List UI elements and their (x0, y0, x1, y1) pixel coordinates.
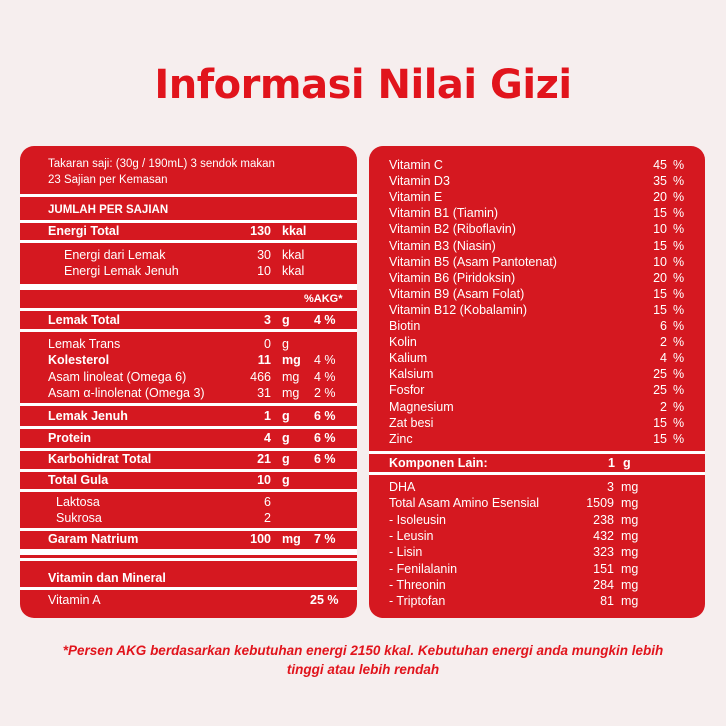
vitamin-value: 15 (653, 431, 667, 446)
nutrient-value: 10 (257, 473, 271, 487)
vitamin-value: 10 (653, 222, 667, 237)
divider (20, 284, 357, 290)
component-label: - Fenilalanin (389, 561, 458, 576)
nutrient-label: Laktosa (56, 495, 100, 509)
vitamin-row (369, 334, 705, 350)
vitamin-value: 15 (653, 286, 667, 301)
component-unit: mg (621, 545, 639, 560)
vitamin-row (369, 350, 705, 366)
component-value: 151 (593, 561, 614, 576)
component-label: Total Asam Amino Esensial (389, 496, 540, 511)
nutrient-value: 4 (264, 431, 271, 445)
other-components-unit: g (623, 456, 631, 470)
component-label: - Isoleusin (389, 512, 446, 527)
nutrition-facts-right-panel (369, 146, 705, 618)
vitamin-mineral-heading: Vitamin dan Mineral (48, 571, 166, 585)
vitamin-value: 25 (653, 367, 667, 382)
nutrient-value: 10 (257, 264, 271, 278)
servings-per-package-text: 23 Sajian per Kemasan (48, 174, 168, 186)
vitamin-value: 45 (653, 158, 667, 172)
divider (20, 240, 357, 243)
nutrient-label: Energi Lemak Jenuh (64, 264, 179, 278)
component-row (369, 593, 705, 609)
vitamin-row (369, 431, 705, 447)
nutrient-value: 11 (257, 353, 271, 367)
nutrient-akg: 6 % (314, 452, 336, 466)
component-row (369, 479, 705, 495)
vitamin-percent: % (673, 351, 685, 366)
nutrient-unit: g (282, 473, 290, 487)
component-unit: mg (621, 577, 639, 592)
component-unit: mg (621, 496, 639, 511)
vitamin-label: Kalsium (389, 367, 434, 382)
nutrient-akg: 2 % (314, 386, 336, 400)
nutrient-akg: 25 % (310, 593, 339, 607)
divider (20, 549, 357, 555)
component-label: DHA (389, 480, 416, 494)
vitamin-value: 15 (653, 206, 667, 221)
vitamin-value: 35 (653, 174, 667, 189)
component-label: - Threonin (389, 577, 446, 592)
vitamin-label: Vitamin B6 (Piridoksin) (389, 270, 516, 285)
vitamin-label: Vitamin B5 (Asam Pantotenat) (389, 254, 557, 269)
vitamin-label: Vitamin C (389, 158, 443, 172)
divider (20, 194, 357, 197)
vitamin-row (369, 302, 705, 318)
component-row (369, 512, 705, 528)
nutrient-label: Karbohidrat Total (48, 452, 152, 466)
nutrient-unit: kkal (282, 224, 307, 238)
divider (20, 558, 357, 561)
divider (20, 489, 357, 492)
vitamin-row (369, 157, 705, 173)
component-label: - Triptofan (389, 594, 446, 609)
nutrient-akg: 6 % (314, 431, 336, 445)
component-row (369, 561, 705, 577)
divider (20, 587, 357, 590)
vitamin-row (369, 254, 705, 270)
nutrient-akg: 4 % (314, 353, 336, 367)
vitamin-percent: % (673, 302, 685, 317)
component-value: 3 (607, 480, 614, 494)
nutrient-akg: 4 % (314, 313, 336, 327)
nutrient-value: 1 (264, 409, 271, 423)
nutrient-value: 2 (264, 511, 271, 525)
vitamin-value: 2 (660, 335, 667, 350)
divider (369, 451, 705, 454)
component-label: - Leusin (389, 528, 434, 543)
vitamin-row (369, 221, 705, 237)
nutrient-value: 100 (250, 532, 271, 546)
vitamin-label: Zinc (389, 431, 413, 446)
nutrient-unit: g (282, 313, 290, 327)
component-value: 238 (593, 512, 614, 527)
nutrient-label: Lemak Trans (48, 337, 121, 351)
nutrient-label: Vitamin A (48, 593, 101, 607)
vitamin-percent: % (673, 383, 685, 398)
vitamin-percent: % (673, 399, 685, 414)
nutrient-unit: kkal (282, 248, 305, 262)
nutrient-unit: mg (282, 386, 300, 400)
nutrient-unit: kkal (282, 264, 305, 278)
vitamin-row (369, 318, 705, 334)
divider (20, 403, 357, 406)
vitamin-label: Kolin (389, 335, 417, 350)
component-label: - Lisin (389, 545, 423, 560)
component-value: 432 (593, 528, 614, 543)
vitamin-percent: % (673, 190, 685, 205)
nutrient-value: 130 (250, 224, 271, 238)
nutrient-value: 3 (264, 313, 271, 327)
nutrient-unit: g (282, 409, 290, 423)
vitamin-label: Vitamin B9 (Asam Folat) (389, 286, 525, 301)
vitamin-percent: % (673, 286, 685, 301)
vitamin-row (369, 189, 705, 205)
vitamin-percent: % (673, 174, 685, 189)
vitamin-label: Vitamin E (389, 190, 443, 205)
vitamin-label: Kalium (389, 351, 428, 366)
per-serving-heading: JUMLAH PER SAJIAN (48, 204, 169, 216)
vitamin-label: Vitamin B2 (Riboflavin) (389, 222, 516, 237)
divider (20, 329, 357, 332)
vitamin-label: Vitamin B12 (Kobalamin) (389, 302, 528, 317)
vitamin-value: 2 (660, 399, 667, 414)
vitamin-percent: % (673, 431, 685, 446)
component-unit: mg (621, 528, 639, 543)
component-unit: mg (621, 480, 639, 494)
footnote: *Persen AKG berdasarkan kebutuhan energi 2150 kkal. Kebutuhan energi anda mungkin lebih tinggi atau lebih rendah (62, 643, 664, 677)
vitamin-row (369, 286, 705, 302)
divider (369, 472, 705, 475)
vitamin-percent: % (673, 158, 685, 172)
component-unit: mg (621, 594, 639, 609)
vitamin-percent: % (673, 238, 685, 253)
vitamin-value: 25 (653, 383, 667, 398)
vitamin-value: 4 (660, 351, 667, 366)
nutrient-value: 31 (257, 386, 271, 400)
nutrient-value: 30 (257, 248, 271, 262)
vitamin-percent: % (673, 335, 685, 350)
nutrient-unit: g (282, 452, 290, 466)
component-row (369, 495, 705, 511)
vitamin-value: 6 (660, 319, 667, 333)
nutrient-value: 0 (264, 337, 271, 351)
vitamin-label: Vitamin B1 (Tiamin) (389, 206, 499, 221)
nutrient-unit: mg (282, 532, 301, 546)
serving-size-text: Takaran saji: (30g / 190mL) 3 sendok makan (48, 158, 275, 170)
nutrient-value: 466 (250, 370, 271, 384)
vitamin-value: 15 (653, 302, 667, 317)
component-value: 323 (593, 545, 614, 560)
nutrient-label: Sukrosa (56, 511, 102, 525)
vitamin-percent: % (673, 319, 685, 333)
component-value: 1509 (586, 496, 614, 511)
other-components-value: 1 (608, 456, 615, 470)
nutrient-label: Garam Natrium (48, 532, 139, 546)
vitamin-percent: % (673, 367, 685, 382)
vitamin-value: 20 (653, 270, 667, 285)
divider (20, 308, 357, 311)
nutrient-label: Asam linoleat (Omega 6) (48, 370, 187, 384)
component-unit: mg (621, 512, 639, 527)
component-value: 81 (600, 594, 614, 609)
component-unit: mg (621, 561, 639, 576)
vitamin-value: 15 (653, 238, 667, 253)
vitamin-label: Vitamin B3 (Niasin) (389, 238, 496, 253)
vitamin-label: Zat besi (389, 415, 434, 430)
vitamin-label: Biotin (389, 319, 421, 333)
nutrient-label: Lemak Jenuh (48, 409, 128, 423)
vitamin-label: Fosfor (389, 383, 425, 398)
component-row (369, 577, 705, 593)
vitamin-row (369, 415, 705, 431)
nutrient-label: Energi dari Lemak (64, 248, 166, 262)
vitamin-label: Vitamin D3 (389, 174, 450, 189)
nutrient-label: Protein (48, 431, 92, 445)
divider (20, 426, 357, 429)
nutrient-label: Kolesterol (48, 353, 110, 367)
vitamin-percent: % (673, 270, 685, 285)
component-row (369, 528, 705, 544)
vitamin-value: 10 (653, 254, 667, 269)
vitamin-percent: % (673, 206, 685, 221)
nutrient-akg: 6 % (314, 409, 336, 423)
vitamin-row (369, 238, 705, 254)
component-value: 284 (593, 577, 614, 592)
nutrition-facts-left-panel (20, 146, 357, 618)
nutrient-label: Lemak Total (48, 313, 121, 327)
nutrient-unit: g (282, 337, 289, 351)
nutrient-label: Total Gula (48, 473, 109, 487)
nutrient-value: 6 (264, 495, 271, 509)
vitamin-row (369, 382, 705, 398)
page-title: Informasi Nilai Gizi (154, 62, 572, 108)
nutrient-unit: mg (282, 370, 300, 384)
vitamin-row (369, 173, 705, 189)
vitamin-percent: % (673, 254, 685, 269)
vitamin-value: 20 (653, 190, 667, 205)
vitamin-row (369, 366, 705, 382)
vitamin-label: Magnesium (389, 399, 454, 414)
vitamin-percent: % (673, 222, 685, 237)
vitamin-row (369, 270, 705, 286)
nutrient-value: 21 (257, 452, 271, 466)
nutrient-label: Asam α-linolenat (Omega 3) (48, 386, 205, 400)
nutrient-label: Energi Total (48, 224, 120, 238)
vitamin-row (369, 399, 705, 415)
vitamin-row (369, 205, 705, 221)
vitamin-value: 15 (653, 415, 667, 430)
nutrient-akg: 7 % (314, 532, 336, 546)
component-row (369, 544, 705, 560)
akg-header: %AKG* (304, 293, 343, 305)
nutrient-unit: mg (282, 353, 301, 367)
vitamin-percent: % (673, 415, 685, 430)
nutrient-akg: 4 % (314, 370, 336, 384)
other-components-label: Komponen Lain: (389, 456, 488, 470)
nutrient-unit: g (282, 431, 290, 445)
